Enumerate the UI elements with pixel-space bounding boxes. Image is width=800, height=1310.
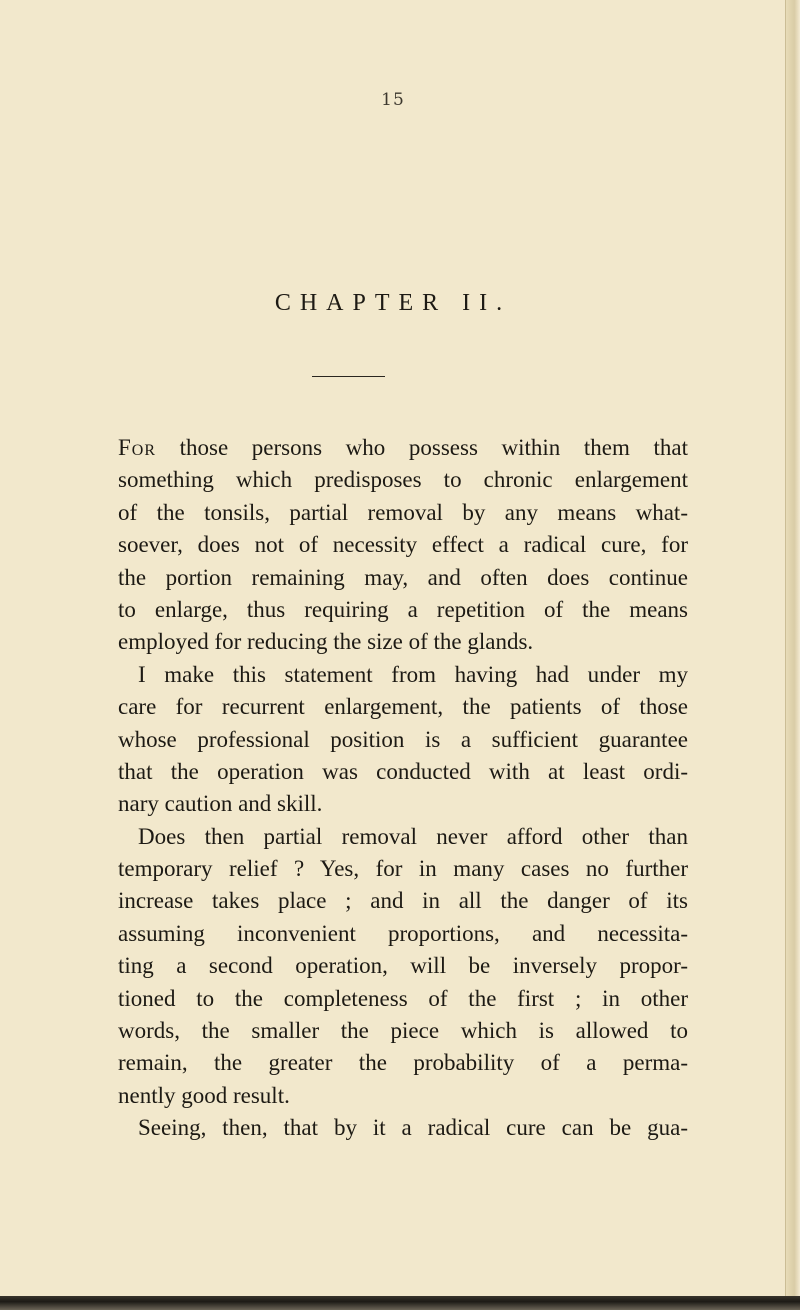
text-line: of the tonsils, partial removal by any means what- — [118, 499, 688, 525]
text-line: temporary relief ? Yes, for in many cases no further — [118, 856, 688, 882]
text-line: remain, the greater the probability of a perma- — [118, 1050, 688, 1076]
text-line: to enlarge, thus requiring a repetition of the means — [118, 596, 688, 622]
text-line: that the operation was conducted with at least ordi- — [118, 758, 688, 784]
page-number: 15 — [381, 90, 405, 110]
text-line: ting a second operation, will be inversely propor- — [118, 953, 688, 979]
text-line: nently good result. — [118, 1082, 290, 1108]
text-line: Does then partial removal never afford other than — [138, 823, 688, 849]
text-line: increase takes place ; and in all the danger of its — [118, 888, 688, 914]
text-line: whose professional position is a sufficient guarantee — [118, 726, 688, 752]
text-line: assuming inconvenient proportions, and necessita- — [118, 920, 688, 946]
chapter-heading: CHAPTER II. — [274, 290, 512, 316]
text-line: words, the smaller the piece which is allowed to — [118, 1018, 688, 1044]
text-line: tioned to the completeness of the first ; in other — [118, 985, 688, 1011]
lead-word: For — [118, 435, 157, 460]
text-line: nary caution and skill. — [118, 791, 323, 817]
text-line: employed for reducing the size of the glands. — [118, 629, 534, 655]
text-line: soever, does not of necessity effect a radical cure, for — [118, 532, 688, 558]
page-edge-bottom — [0, 1296, 800, 1310]
text-line: For those persons who possess within them that — [118, 435, 688, 460]
text-line: the portion remaining may, and often does continue — [118, 564, 688, 590]
text-line: I make this statement from having had under my — [138, 661, 688, 687]
text-line: Seeing, then, that by it a radical cure can be gua- — [138, 1115, 688, 1141]
text-line: care for recurrent enlargement, the patients of those — [118, 694, 688, 720]
page-edge-right — [785, 0, 800, 1310]
body-text — [118, 432, 688, 1145]
text-line: something which predisposes to chronic enlargement — [118, 467, 688, 493]
heading-divider — [312, 376, 385, 377]
